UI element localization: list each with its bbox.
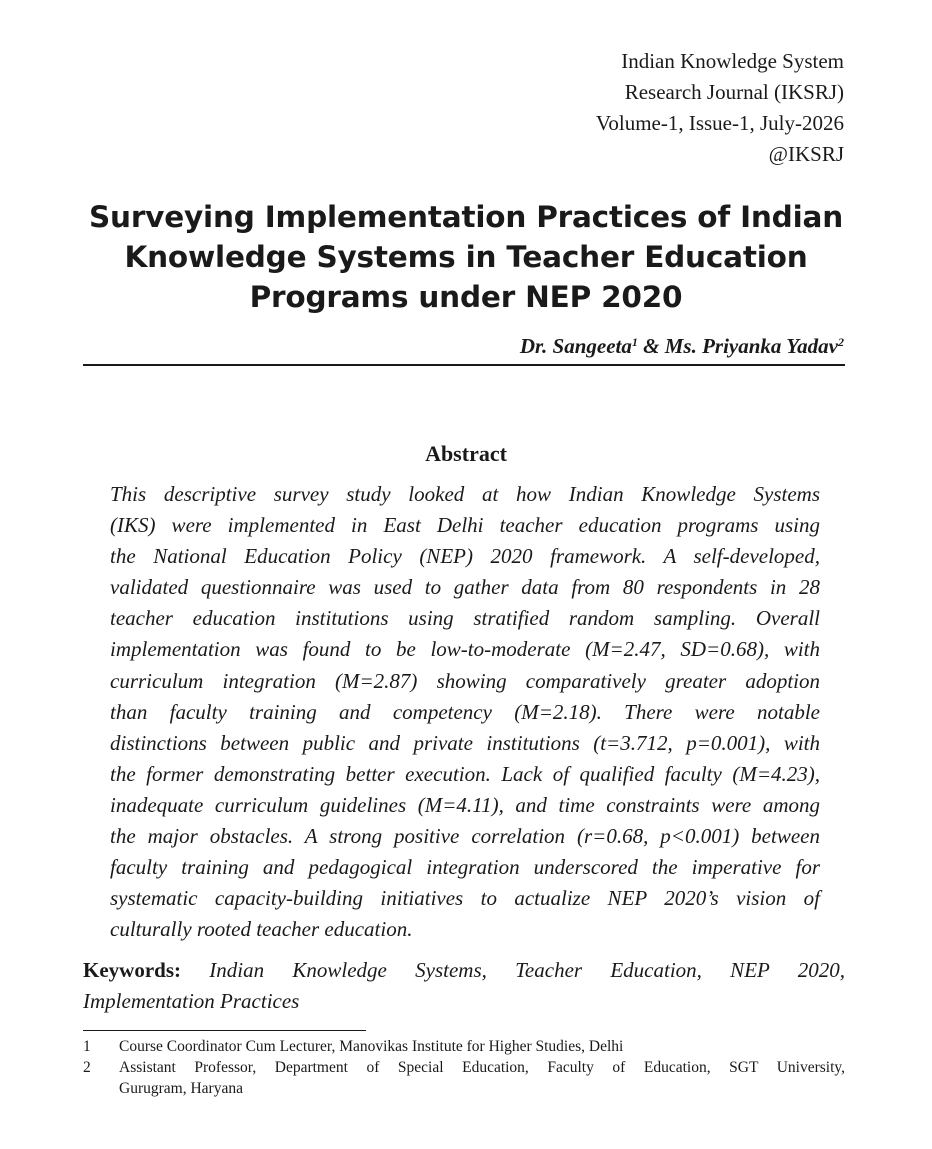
abstract-line: than faculty training and competency (M=2.18). There were notable (110, 699, 820, 724)
footnote-line: Assistant Professor, Department of Special Education, Faculty of Education, SGT University, (119, 1059, 845, 1076)
abstract-line: (IKS) were implemented in East Delhi teacher education programs using (110, 513, 820, 538)
journal-handle: @IKSRJ (768, 142, 844, 166)
abstract-line: culturally rooted teacher education. (110, 917, 413, 942)
title-line: Knowledge Systems in Teacher Education (124, 240, 808, 274)
abstract-heading: Abstract (425, 441, 507, 466)
abstract-line: validated questionnaire was used to gather data from 80 respondents in 28 (110, 575, 820, 600)
author-affiliation-marker: 1 (631, 335, 638, 349)
footnote (83, 1057, 845, 1099)
abstract-line: the National Education Policy (NEP) 2020 framework. A self-developed, (110, 544, 820, 569)
abstract-line: curriculum integration (M=2.87) showing comparatively greater adoption (110, 668, 820, 693)
footnote-text (119, 1036, 845, 1057)
author-name: Dr. Sangeeta (519, 334, 632, 358)
abstract-body (110, 479, 820, 945)
journal-header (596, 46, 844, 170)
journal-name-line: Indian Knowledge System (621, 49, 844, 73)
keywords-row (83, 955, 845, 986)
author-list (520, 333, 844, 359)
journal-name-line: Research Journal (IKSRJ) (624, 80, 844, 104)
footnote-number: 2 (83, 1059, 91, 1076)
keywords-text: Indian Knowledge Systems, Teacher Education, NEP 2020, (209, 958, 845, 982)
footnote-text (119, 1057, 845, 1099)
abstract-line: implementation was found to be low-to-moderate (M=2.47, SD=0.68), with (110, 637, 820, 662)
abstract-line: distinctions between public and private institutions (t=3.712, p=0.001), with (110, 730, 820, 755)
abstract-line: systematic capacity-building initiatives to actualize NEP 2020’s vision of (110, 886, 820, 911)
author-affiliation-marker: 2 (838, 335, 844, 349)
abstract-line: the major obstacles. A strong positive correlation (r=0.68, p<0.001) between (110, 824, 820, 849)
footnote-divider (83, 1030, 366, 1031)
abstract-line: inadequate curriculum guidelines (M=4.11), and time constraints were among (110, 792, 820, 817)
footnote-number: 1 (83, 1038, 91, 1055)
footnote (83, 1036, 845, 1057)
journal-volume-issue: Volume-1, Issue-1, July-2026 (595, 111, 844, 135)
abstract-line: teacher education institutions using stratified random sampling. Overall (110, 606, 820, 631)
footnotes (83, 1036, 845, 1099)
title-line: Surveying Implementation Practices of Indian (88, 200, 843, 234)
header-divider (83, 364, 845, 366)
author-separator: & (637, 334, 665, 358)
keywords-text: Implementation Practices (83, 989, 300, 1013)
abstract-line: faculty training and pedagogical integration underscored the imperative for (110, 855, 820, 880)
abstract-line: This descriptive survey study looked at how Indian Knowledge Systems (110, 482, 820, 506)
abstract-line: the former demonstrating better execution. Lack of qualified faculty (M=4.23), (110, 761, 820, 786)
keywords-section (83, 955, 845, 1017)
paper-title (60, 197, 872, 317)
title-line: Programs under NEP 2020 (249, 280, 683, 314)
footnote-line: Course Coordinator Cum Lecturer, Manovikas Institute for Higher Studies, Delhi (119, 1038, 624, 1055)
keywords-label: Keywords: (83, 958, 181, 982)
footnote-line: Gurugram, Haryana (119, 1080, 243, 1097)
author-name: Ms. Priyanka Yadav (664, 334, 838, 358)
